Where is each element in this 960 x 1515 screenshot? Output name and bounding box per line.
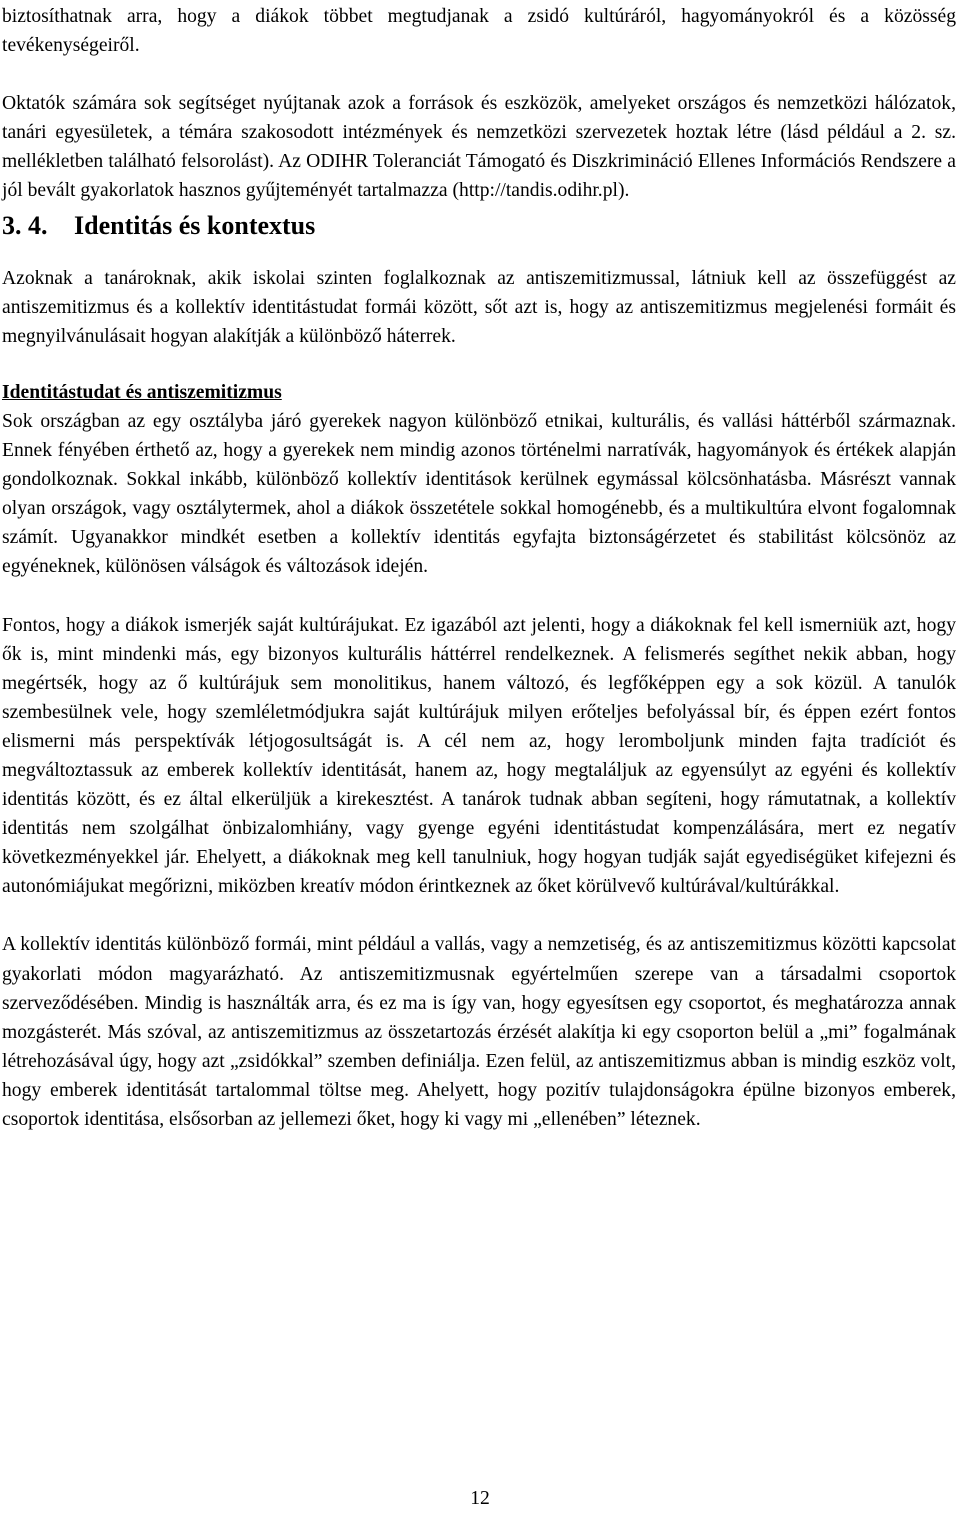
section-title: Identitás és kontextus [74, 210, 316, 240]
paragraph-identity-awareness: Sok országban az egy osztályba járó gyerekek nagyon különböző etnikai, kulturális, és vallási háttérből származnak. Ennek fényében érthető az, hogy a gyerekek nem mindig azonos történelmi narratívák, hagyományok és értékek alapján gondolkoznak. Sokkal inkább, különböző kollektív identitások kerülnek egymással kölcsönhatásba. Másrészt vannak olyan országok, vagy osztálytermek, ahol a diákok összetétele sokkal homogénebb, és a multikultúra elvont fogalomnak számít. Ugyanakkor mindkét esetben a kollektív identitás egyfajta biztonságérzetet és stabilitást kölcsönöz az egyéneknek, különösen válságok és változások idején. [2, 410, 956, 578]
section-heading [2, 206, 956, 243]
subsection-heading: Identitástudat és antiszemitizmus [2, 381, 282, 403]
spacer [2, 582, 956, 611]
spacer [2, 901, 956, 930]
spacer [2, 60, 956, 89]
paragraph-resources: Oktatók számára sok segítséget nyújtanak azok a források és eszközök, amelyeket országos és nemzetközi hálózatok, tanári egyesületek, a témára szakosodott intézmények és nemzetközi szervezetek hoztak létre (lásd például a 2. sz. mellékletben található felsorolást). Az ODIHR Toleranciát Támogató és Diszkrimináció Ellenes Információs Rendszere a jól bevált gyakorlatok hasznos gyűjteményét tartalmazza (http://tandis.odihr.pl). [2, 93, 956, 202]
paragraph-identity-context: Azoknak a tanároknak, akik iskolai szinten foglalkoznak az antiszemitizmussal, látniuk kell az összefüggést az antiszemitizmus és a kollektív identitástudat formái között, sőt azt is, hogy az antiszemitizmus megjelenési formáit és megnyilvánulásait hogyan alakítják a különböző háterrek. [2, 267, 956, 347]
spacer [2, 351, 956, 378]
paragraph-own-culture: Fontos, hogy a diákok ismerjék saját kultúrájukat. Ez igazából azt jelenti, hogy a diákoknak fel kell ismerniük azt, hogy ők is, mint mindenki más, egy bizonyos kulturális háttérrel rendelkeznek. A felismerés segíthet nekik abban, hogy megértsék, hogy az ő kultúrájuk sem monolitikus, hanem változó, és legfőképpen egy a sok közül. A tanulók szembesülnek vele, hogy szemléletmódjukra saját kultúrájuk milyen erőteljes befolyással bír, és éppen ezért fontos elismerni más perspektívák létjogosultságát is. A cél nem az, hogy leromboljunk minden fajta tradíciót és megváltoztassuk az emberek kollektív identitását, hanem az, hogy megtaláljuk az egyensúlyt az egyéni és kollektív identitás között, és ez által elkerüljük a kirekesztést. A tanárok tudnak abban segíteni, hogy rámutatnak, a kollektív identitás nem szolgálhat önbizalomhiány, vagy gyenge egyéni identitástudat kompenzálására, mert ez negatív következményekkel jár. Ehelyett, a diákoknak meg kell tanulniuk, hogy hogyan tudják saját egyediségüket kifejezni és autonómiájukat megőrizni, miközben kreatív módon érintkeznek az őket körülvevő kultúrával/kultúrákkal. [2, 614, 956, 898]
paragraph-collective-identity: A kollektív identitás különböző formái, mint például a vallás, vagy a nemzetiség, és az antiszemitizmus közötti kapcsolat gyakorlati módon magyarázható. Az antiszemitizmusnak egyértelműen szerepe van a társadalmi csoportok szerveződésében. Mindig is használták arra, és ez ma is így van, hogy egyesítsen egy csoportot, és meghatározza annak mozgásterét. Más szóval, az antiszemitizmus az összetartozás érzését alakítja ki egy csoporton belül a „mi” fogalmának létrehozásával úgy, hogy azt „zsidókkal” szemben definiálja. Ezen felül, az antiszemitizmus abban is mindig eszköz volt, hogy emberek identitását tartalommal töltse meg. Ahelyett, hogy pozitív tulajdonságokra épülne bizonyos emberek, csoportok identitása, elsősorban az jellemezi őket, hogy ki vagy mi „ellenében” léteznek. [2, 934, 956, 1130]
page-number: 12 [470, 1488, 490, 1509]
paragraph-intro-continuation: biztosíthatnak arra, hogy a diákok többet megtudjanak a zsidó kultúráról, hagyományokról és a közösség tevékenységeiről. [2, 6, 956, 57]
spacer [2, 243, 956, 264]
section-number: 3. 4. [2, 210, 48, 240]
